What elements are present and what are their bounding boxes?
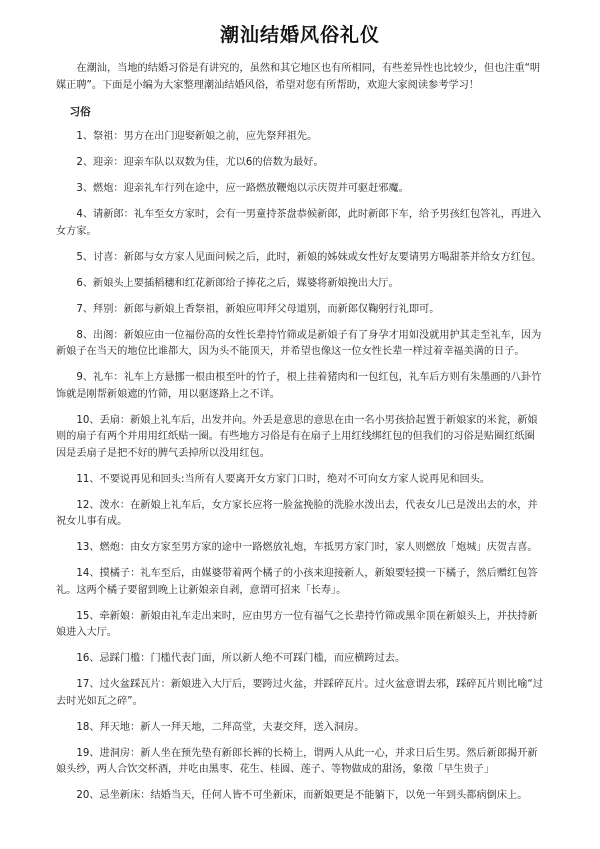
custom-item-20: [56, 788, 544, 805]
item-text: 14、摸橘子：礼车至后，由媒婆带着两个橘子的小孩来迎接新人，新娘要轻摸一下橘子，然后赠红包答礼。这两个橘子要留到晚上让新娘亲自剥，意谓可招来「长寿」。: [56, 568, 538, 596]
item-text: 4、请新郎：礼车至女方家时，会有一男童持茶盘恭候新郎，此时新郎下车，给予男孩红包答礼，再进入女方家。: [56, 209, 542, 237]
custom-item-7: [56, 302, 544, 319]
custom-item-4: [56, 207, 544, 240]
custom-item-11: [56, 472, 544, 489]
item-text: 7、拜别：新郎与新娘上香祭祖，新娘应叩拜父母道别，而新郎仅鞠躬行礼即可。: [76, 303, 440, 315]
custom-item-3: [56, 181, 544, 198]
item-text: 3、燃炮：迎亲礼车行列在途中，应一路燃放鞭炮以示庆贺并可驱赶邪魔。: [76, 183, 409, 194]
item-text: 11、不要说再见和回头:当所有人要离开女方家门口时，绝对不可向女方家人说再见和回头。: [76, 473, 491, 485]
item-text: 13、燃炮：由女方家至男方家的途中一路燃放礼炮，车抵男方家门时，家人则燃放「炮城」庆贺吉喜。: [76, 542, 538, 553]
custom-item-19: [56, 746, 544, 779]
item-text: 2、迎亲：迎亲车队以双数为佳，尤以6的倍数为最好。: [76, 157, 324, 168]
item-text: 9、礼车：礼车上方悬挪一根由根至叶的竹子，根上挂着猪肉和一包红包，礼车后方则有朱墨画的八卦竹饰就是刚帮新娘遮的竹筛，用以驱逐路上之不详。: [56, 372, 542, 400]
item-text: 12、泼水：在新娘上礼车后，女方家长应将一脸盆挽脸的洗脸水泼出去，代表女儿已是泼出去的水，并祝女儿事有成。: [56, 499, 538, 527]
intro-paragraph: 在潮汕，当地的结婚习俗是有讲究的，虽然和其它地区也有所相同，有些差异性也比较少，但也注重“明媒正聘”。下面是小编为大家整理潮汕结婚风俗，希望对您有所帮助，欢迎大家阅读参考学习！: [56, 63, 541, 91]
item-text: 8、出阁：新娘应由一位福份高的女性长辈持竹筛或是新娘子有了身孕才用如没就用护其走至礼车，因为新娘子在当天的地位比谁都大，因为头不能顶天，并希望也像这一位女性长辈一样过着幸福美满的日子。: [56, 329, 542, 357]
item-text: 1、祭祖：男方在出门迎娶新娘之前，应先祭拜祖先。: [76, 131, 318, 142]
custom-item-10: [56, 413, 544, 463]
item-text: 18、拜天地：新人一拜天地，二拜高堂，夫妻交拜，送入洞房。: [76, 721, 365, 733]
custom-item-8: [56, 328, 544, 361]
item-text: 16、忌踩门槛：门槛代表门面，所以新人绝不可踩门槛，而应横跨过去。: [76, 653, 406, 664]
item-text: 10、丢扇：新娘上礼车后，出发并向。外丢是意思的意思在由一名小男孩拾起置于新娘家的米瓮，新娘则的扇子有两个并用用红纸贴一圈。有些地方习俗是有在扇子上用红线绑红包的但我们的习俗是贴圈红纸圈因是丢扇子是把不好的脾气丢掉所以没用红包。: [56, 414, 538, 459]
item-text: 15、牵新娘：新娘由礼车走出来时，应由男方一位有福气之长辈持竹筛或黑伞顶在新娘头上，并扶持新娘进入大厅。: [56, 610, 538, 638]
custom-item-6: [56, 276, 544, 293]
item-text: 6、新娘头上要插稻穗和红花新郎给子捧花之后，媒婆将新娘挽出大厅。: [76, 277, 399, 289]
custom-item-14: [56, 566, 544, 599]
custom-item-12: [56, 498, 544, 531]
section-heading: 习俗: [69, 106, 91, 118]
custom-item-15: [56, 609, 544, 642]
item-text: 5、讨喜：新郎与女方家人见面问候之后，此时，新娘的姊妹或女性好友要请男方喝甜茶并给女方红包。: [76, 251, 542, 263]
document-title: 潮汕结婚风俗礼仪: [219, 24, 380, 46]
custom-item-1: [56, 129, 544, 146]
custom-item-5: [56, 250, 544, 267]
item-text: 20、忌坐新床：结婚当天，任何人皆不可坐新床，而新娘更是不能躺下，以免一年到头都病倒床上。: [76, 790, 528, 801]
custom-item-17: [56, 677, 544, 710]
item-text: 19、进洞房：新人坐在预先垫有新郎长裤的长椅上，谓两人从此一心，并求日后生男。然后新郎揭开新娘头纱，两人合饮交杯酒，并吃由黑枣、花生、桂圆、莲子、等物做成的甜汤，象徵「早生贵子」: [56, 747, 538, 775]
custom-item-18: [56, 720, 544, 737]
custom-item-13: [56, 540, 544, 557]
item-text: 17、过火盆踩瓦片：新娘进入大厅后，要跨过火盆，并踩碎瓦片。过火盆意谓去邪，踩碎瓦片则比喻“过去时光如瓦之碎”。: [56, 679, 543, 707]
custom-item-16: [56, 651, 544, 668]
custom-item-9: [56, 370, 544, 403]
custom-item-2: [56, 155, 544, 172]
